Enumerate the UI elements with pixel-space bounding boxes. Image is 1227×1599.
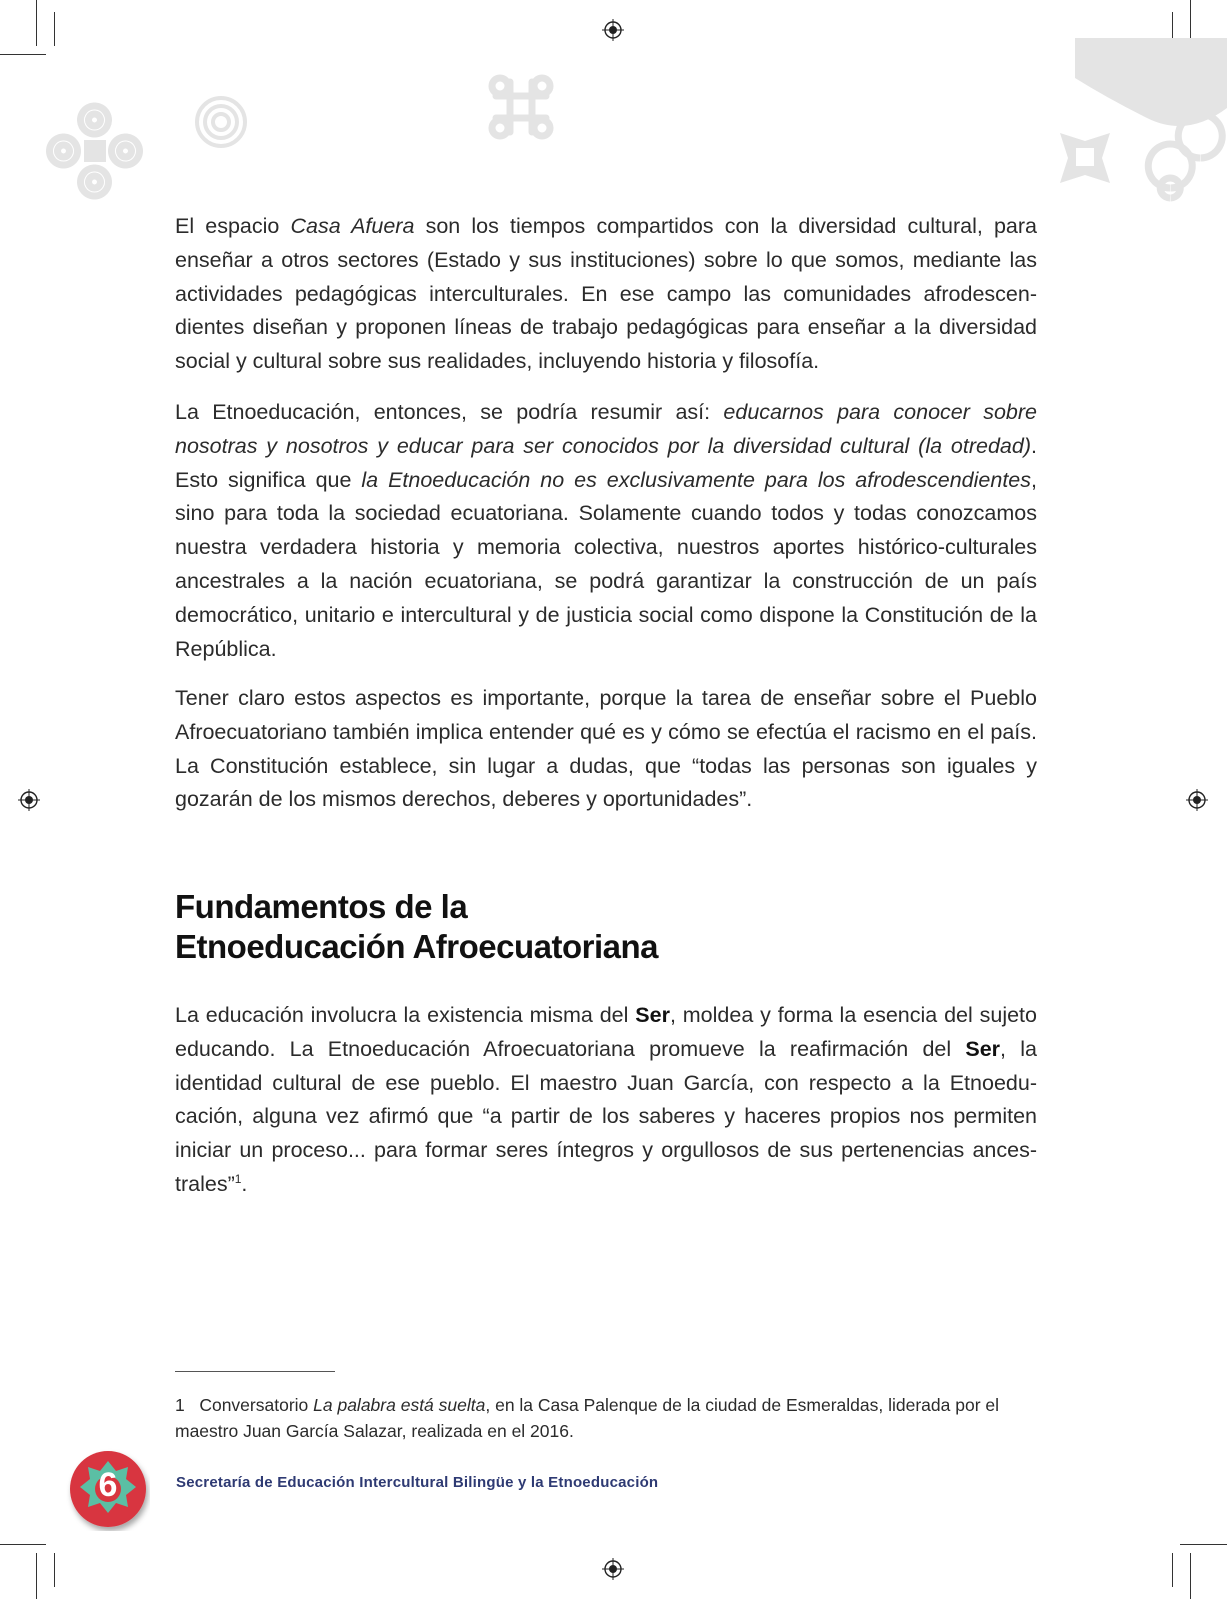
- running-footer-title: Secretaría de Educación Intercultural Bilingüe y la Etnoeducación: [176, 1474, 659, 1491]
- text-run: , sino para toda la sociedad ecuatoriana. Solamente cuando todos y todas conozcamos nuestra verdadera historia y memoria colectiva, nuestros aportes histórico-culturales ancestrales a la nación ecuatoriana, se podrá garantizar la construcción de un país democrático, unitario e intercultural y de justicia social como dispone la Constitución de la República.: [175, 467, 1037, 661]
- star-ornament-icon: [1050, 38, 1227, 238]
- bold-ser: Ser: [635, 1003, 670, 1027]
- paragraph-racismo: Tener claro estos aspectos es importante, porque la tarea de enseñar sobre el Pueblo Afroecuatoriano también implica entender qué es y cómo se efectúa el racismo en el país. La Constitución establece, sin lugar a dudas, que “todas las personas son iguales y gozarán de los mismos derechos, deberes y oportunidades”.: [175, 686, 1037, 812]
- footnote-number: 1: [175, 1395, 185, 1415]
- spiral-ornament-icon: [40, 96, 150, 206]
- text-run: son los tiempos compartidos con la diversidad cultural, para enseñar a otros sectores (Estado y sus instituciones) sobre lo que somos, mediante las actividades pedagógicas interculturales. En ese campo las comunidades afrodescendientes diseñan y proponen líneas de trabajo pedagógicas para enseñar a la diversidad social y cultural sobre sus realidades, incluyendo historia y filosofía.: [175, 214, 1037, 374]
- text-run: .: [241, 1171, 248, 1196]
- emphasis-casa-afuera: Casa Afuera: [290, 214, 415, 238]
- crop-mark-bl-v: [36, 1553, 37, 1599]
- text-run: El espacio: [175, 214, 291, 238]
- text-run: , en la Casa Palenque de la ciudad de Esmeraldas, liderada por el maestro Juan García Salazar, realizada en el 2016.: [175, 1395, 1000, 1441]
- emphasis-no-exclusiva: la Etnoeducación no es exclusivamente para los afrodescendientes: [361, 467, 1032, 492]
- footnote-title: La palabra está suelta: [313, 1395, 486, 1415]
- heading-line-1: Fundamentos de la: [175, 888, 468, 925]
- crop-mark-br-v: [1190, 1553, 1191, 1599]
- knot-ornament-icon: [486, 72, 556, 142]
- page-number: 6: [98, 1466, 118, 1504]
- crop-mark-tl-v2: [54, 12, 55, 46]
- section-heading: [175, 887, 1037, 967]
- text-run: , moldea y forma la esencia del sujeto educando. La Etnoeducación Afroecuatoriana promueve la reafirmación del: [175, 1003, 1037, 1061]
- text-run: La educación involucra la existencia misma del: [175, 1003, 636, 1027]
- paragraph-etnoeducacion-resumen: [175, 396, 1037, 666]
- crop-mark-bl-h: [0, 1544, 46, 1545]
- footnote-reference[interactable]: 1: [234, 1171, 242, 1186]
- crop-mark-br-h: [1180, 1544, 1227, 1545]
- crop-mark-br-v2: [1172, 1553, 1173, 1587]
- text-run: Conversatorio: [199, 1395, 314, 1415]
- emphasis-educarnos: educarnos para conocer sobre nosotras y nosotros y educar para ser conocidos por la diversidad cultural (la otredad): [175, 400, 1037, 458]
- text-run: . Esto significa que: [175, 433, 1037, 492]
- spiral-ornament-icon: [194, 95, 248, 149]
- heading-line-2: Etnoeducación Afroecuatoriana: [175, 928, 659, 965]
- footnote: [175, 1392, 1040, 1444]
- paragraph-fundamentos: [175, 999, 1037, 1202]
- registration-mark-icon: [602, 1558, 624, 1580]
- text-run: La Etnoeducación, entonces, se podría resumir así:: [175, 400, 724, 424]
- registration-mark-icon: [18, 789, 40, 811]
- paragraph-casa-afuera: [175, 210, 1037, 379]
- crop-mark-bl-v2: [54, 1553, 55, 1587]
- bold-ser: Ser: [965, 1036, 1001, 1061]
- crop-mark-tl-v: [36, 0, 37, 46]
- registration-mark-icon: [1186, 789, 1208, 811]
- crop-mark-tl-h: [0, 54, 46, 55]
- text-run: , la identidad cultural de ese pueblo. El maestro Juan García, con respecto a la Etnoeducación, alguna vez afirmó que “a partir de los saberes y haceres propios nos permiten iniciar un proceso... para formar seres íntegros y orgullosos de sus pertenencias ancestrales”: [175, 1036, 1037, 1196]
- footnote-divider: [175, 1371, 335, 1372]
- registration-mark-icon: [602, 19, 624, 41]
